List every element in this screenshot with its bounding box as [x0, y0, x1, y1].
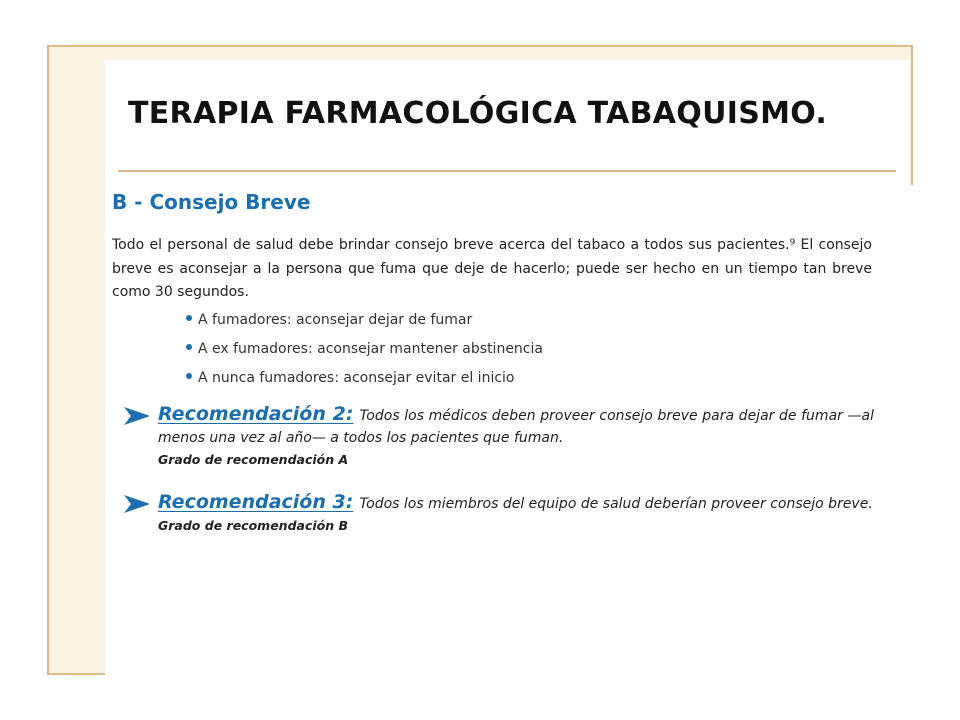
recommendation-label: Recomendación 2:	[158, 403, 354, 425]
list-item-text: A fumadores: aconsejar dejar de fumar	[198, 312, 473, 328]
recommendation-2	[124, 403, 874, 467]
recommendation-label: Recomendación 3:	[158, 491, 354, 513]
lower-panel	[105, 575, 913, 675]
arrow-icon	[124, 407, 150, 425]
bullet-icon	[186, 315, 192, 321]
recommendation-body	[158, 403, 874, 449]
section-heading: B - Consejo Breve	[112, 190, 311, 214]
title-divider	[118, 170, 896, 172]
recommendation-body	[158, 491, 874, 515]
bullet-icon	[186, 344, 192, 350]
intro-paragraph: Todo el personal de salud debe brindar consejo breve acerca del tabaco a todos sus pacientes.⁹ El consejo breve es aconsejar a la persona que fuma que deje de hacerlo; puede ser hecho en un tiempo tan breve como 30 segundos.	[112, 237, 872, 300]
arrow-icon	[124, 495, 150, 513]
recommendation-grade: Grado de recomendación B	[158, 518, 349, 533]
slide-title: TERAPIA FARMACOLÓGICA TABAQUISMO.	[128, 96, 828, 131]
recommendation-text: Todos los miembros del equipo de salud deberían proveer consejo breve.	[359, 496, 873, 512]
bullet-icon	[186, 373, 192, 379]
list-item	[186, 364, 543, 393]
advice-list	[186, 306, 543, 393]
list-item	[186, 306, 543, 335]
list-item-text: A nunca fumadores: aconsejar evitar el inicio	[198, 370, 515, 386]
list-item-text: A ex fumadores: aconsejar mantener abstinencia	[198, 341, 543, 357]
list-item	[186, 335, 543, 364]
recommendation-text: Todos los médicos deben proveer consejo breve para dejar de fumar —al menos una vez al año— a todos los pacientes que fuman.	[158, 408, 874, 446]
recommendation-3	[124, 491, 874, 533]
recommendation-grade: Grado de recomendación A	[158, 452, 349, 467]
